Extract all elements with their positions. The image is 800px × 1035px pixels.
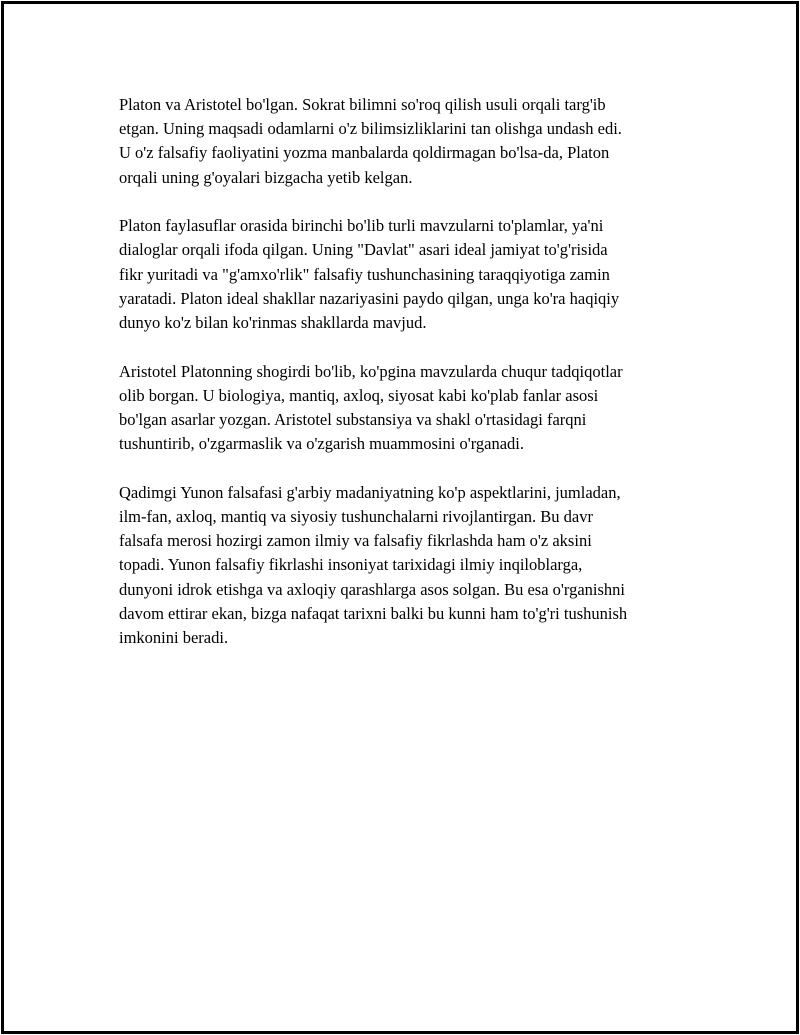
document-page <box>1 1 799 1034</box>
paragraph-2: Platon faylasuflar orasida birinchi bo'lib turli mavzularni to'plamlar, ya'ni dialoglar orqali ifoda qilgan. Uning "Davlat" asari ideal jamiyat to'g'risida fikr yuritadi va "g'amxo'rlik" falsafiy tushunchasining taraqqiyotiga zamin yaratadi. Platon ideal shakllar nazariyasini paydo qilgan, unga ko'ra haqiqiy dunyo ko'z bilan ko'rinmas shakllarda mavjud. <box>119 216 620 333</box>
paragraph-1: Platon va Aristotel bo'lgan. Sokrat bilimni so'roq qilish usuli orqali targ'ib etgan. Uning maqsadi odamlarni o'z bilimsizliklarini tan olishga undash edi. U o'z falsafiy faoliyatini yozma manbalarda qoldirmagan bo'lsa-da, Platon orqali uning g'oyalari bizgacha yetib kelgan. <box>119 95 622 187</box>
paragraph-4: Qadimgi Yunon falsafasi g'arbiy madaniyatning ko'p aspektlarini, jumladan, ilm-fan, axloq, mantiq va siyosiy tushunchalarni rivojlantirgan. Bu davr falsafa merosi hozirgi zamon ilmiy va falsafiy fikrlashda ham o'z aksini topadi. Yunon falsafiy fikrlashi insoniyat tarixidagi ilmiy inqiloblarga, dunyoni idrok etishga va axloqiy qarashlarga asos solgan. Bu esa o'rganishni davom ettirar ekan, bizga nafaqat tarixni balki bu kunni ham to'g'ri tushunish imkonini beradi. <box>119 482 628 648</box>
document-body <box>119 93 699 675</box>
paragraph-3: Aristotel Platonning shogirdi bo'lib, ko'pgina mavzularda chuqur tadqiqotlar olib borgan. U biologiya, mantiq, axloq, siyosat kabi ko'plab fanlar asosi bo'lgan asarlar yozgan. Aristotel substansiya va shakl o'rtasidagi farqni tushuntirib, o'zgarmaslik va o'zgarish muammosini o'rganadi. <box>119 361 623 454</box>
